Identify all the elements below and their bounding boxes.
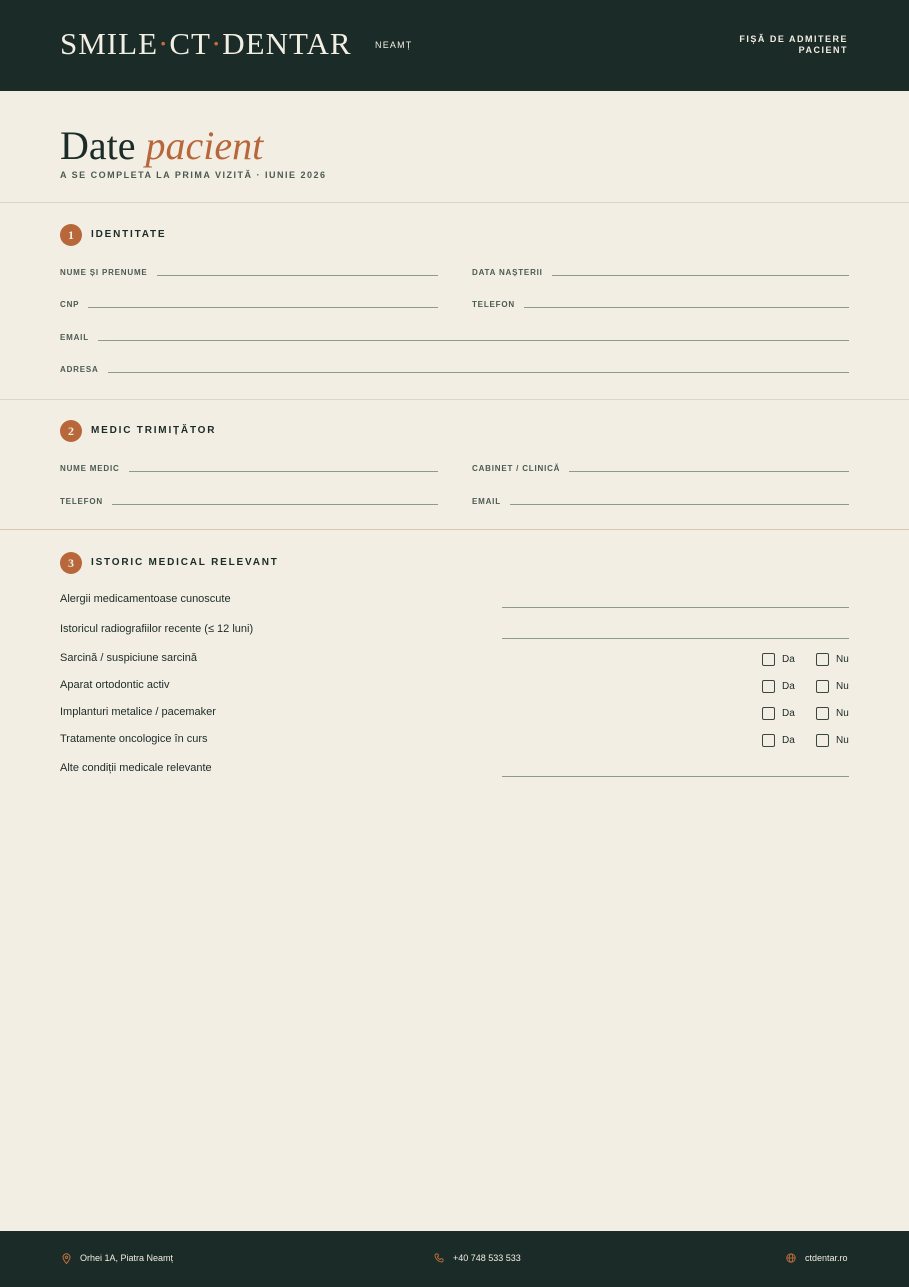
history-item-label: Istoricul radiografiilor recente (≤ 12 luni) (60, 623, 254, 635)
history-item-label: Sarcină / suspiciune sarcină (60, 652, 197, 664)
section-number: 3 (60, 552, 82, 574)
history-item-label: Implanturi metalice / pacemaker (60, 706, 216, 718)
field-doctor-email[interactable]: EMAIL (472, 493, 849, 507)
checkbox-yes[interactable]: Da (762, 706, 795, 720)
history-answer-line[interactable] (502, 638, 849, 639)
field-address[interactable]: ADRESA (60, 361, 849, 375)
history-item-label: Tratamente oncologice în curs (60, 733, 208, 745)
section-title: MEDIC TRIMIȚĂTOR (91, 425, 217, 436)
footer-address: Orhei 1A, Piatra Neamț (62, 1251, 173, 1265)
checkbox-no[interactable]: Nu (816, 652, 849, 666)
document-type: FIȘĂ DE ADMITERE PACIENT (739, 34, 848, 55)
history-item-label: Aparat ortodontic activ (60, 679, 170, 691)
section-title: IDENTITATE (91, 229, 167, 240)
field-birth-date[interactable]: DATA NAȘTERII (472, 264, 849, 278)
divider (0, 529, 909, 530)
globe-icon (786, 1253, 796, 1263)
location-pin-icon (62, 1253, 71, 1264)
checkbox-no[interactable]: Nu (816, 733, 849, 747)
checkbox-yes[interactable]: Da (762, 652, 795, 666)
history-answer-line[interactable] (502, 776, 849, 777)
field-full-name[interactable]: NUME ȘI PRENUME (60, 264, 438, 278)
field-phone[interactable]: TELEFON (472, 296, 849, 310)
header (0, 0, 909, 91)
checkbox-no[interactable]: Nu (816, 679, 849, 693)
checkbox-no[interactable]: Nu (816, 706, 849, 720)
field-doctor-phone[interactable]: TELEFON (60, 493, 438, 507)
field-email[interactable]: EMAIL (60, 329, 849, 343)
field-doctor-name[interactable]: NUME MEDIC (60, 460, 438, 474)
footer-phone: +40 748 533 533 (434, 1251, 521, 1265)
section-number: 2 (60, 420, 82, 442)
footer (0, 1231, 909, 1287)
phone-icon (434, 1253, 444, 1263)
history-item-label: Alergii medicamentoase cunoscute (60, 593, 231, 605)
field-clinic[interactable]: CABINET / CLINICĂ (472, 460, 849, 474)
divider (0, 202, 909, 203)
section-number: 1 (60, 224, 82, 246)
history-answer-line[interactable] (502, 607, 849, 608)
page-title: Date pacient (60, 123, 264, 168)
field-cnp[interactable]: CNP (60, 296, 438, 310)
logo: SMILE·CT·DENTAR (60, 26, 352, 61)
section-title: ISTORIC MEDICAL RELEVANT (91, 557, 279, 568)
checkbox-yes[interactable]: Da (762, 679, 795, 693)
history-item-label: Alte condiții medicale relevante (60, 762, 212, 774)
footer-website: ctdentar.ro (786, 1251, 848, 1265)
checkbox-yes[interactable]: Da (762, 733, 795, 747)
divider (0, 399, 909, 400)
logo-location: NEAMȚ (375, 40, 413, 50)
page-subtitle: A SE COMPLETA LA PRIMA VIZITĂ · IUNIE 2026 (60, 170, 327, 180)
